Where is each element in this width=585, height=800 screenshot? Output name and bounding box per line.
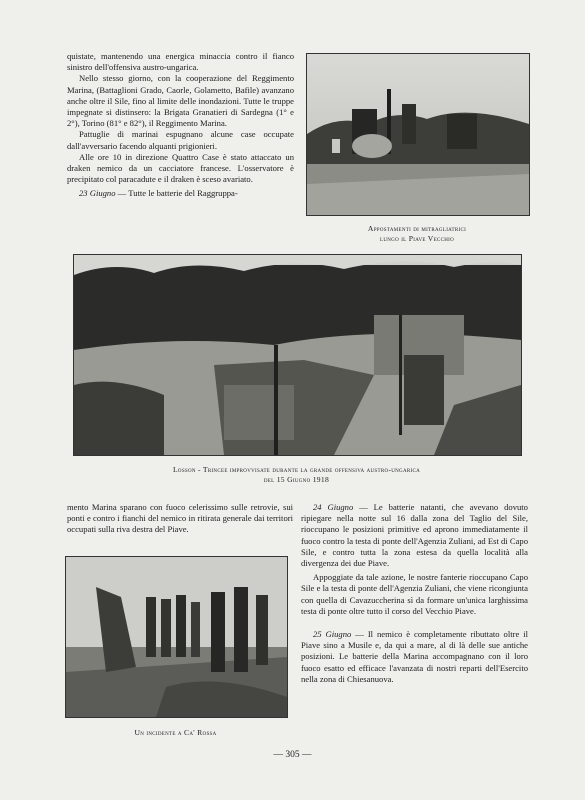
paragraph-text: — Le batterie natanti, che avevano dovuto ripiegare nella notte sul 16 dalla zona del Taglio del Sile, rioccupano le posizioni primitive ed aprono immediatamente il fuoco contro la testa di ponte dell'Agenzia Zuliani, ad Est di Capo Sile, e contro tutta la zona estesa da quella località alla divergenza dei due Piave. (301, 502, 528, 569)
date-label: 25 Giugno (313, 629, 352, 640)
paragraph-text: — Tutte le batterie del Raggruppa- (115, 188, 238, 199)
caption-machine-gun-posts (306, 224, 528, 244)
paragraph: Alle ore 10 in direzione Quattro Case è stato attaccato un draken nemico da un cacciatore francese. L'osservatore è precipitato col paracadute e il draken è sceso avariato. (67, 151, 294, 185)
date-label: 24 Giugno (313, 502, 354, 512)
paragraph: Pattuglie di marinai espugnano alcune case occupate dall'avversario facendo alquanti prigionieri. (67, 129, 294, 151)
left-column-bottom-text (67, 502, 293, 536)
paragraph: mento Marina sparano con fuoco celerissimo sulle retrovie, sui ponti e contro i fianchi del nemico in ritirata generale dai territori occupati sulla riva destra del Piave. (67, 502, 293, 535)
photo-image (66, 557, 287, 717)
caption-line: Un incidente a Ca' Rossa (134, 728, 217, 737)
left-column-top-text (67, 51, 294, 200)
photo-machine-gun-posts (306, 53, 530, 216)
photo-image (74, 255, 521, 455)
photo-losson-trenches (73, 254, 522, 456)
caption-ca-rossa-incident (65, 728, 286, 738)
date-label: 23 Giugno (79, 188, 116, 199)
paragraph-date-entry (67, 188, 294, 199)
caption-line: lungo il Piave Vecchio (380, 234, 454, 243)
paragraph: Nello stesso giorno, con la cooperazione del Reggimento Marina, (Battaglioni Grado, Caorle, Golametto, Bafile) avanzano anche oltre il Sile, fino al limite delle inondazioni. Tutte le truppe impegnate si distinsero: la Brigata Granatieri di Sardegna (1° e 2°), Torino (81° e 82°), il Reggimento Marina. (67, 73, 294, 129)
paragraph: Appoggiate da tale azione, le nostre fanterie rioccupano Capo Sile e la testa di ponte dell'Agenzia Zuliani, che viene ricongiunta con quella di Cavazuccherina sì da formare un'unica larghissima testa di ponte oltre tutto il corso del Vecchio Piave. (301, 572, 528, 616)
right-column-text (301, 502, 528, 685)
caption-line: Appostamenti di mitragliatrici (367, 224, 467, 233)
paragraph-date-entry (301, 502, 528, 569)
photo-ca-rossa-incident (65, 556, 288, 718)
paragraph-text: — Il nemico è completamente ributtato oltre il Piave sino a Musile e, da qui a mare, al di là delle sue antiche posizioni. Le batterie della Marina accompagnano con il loro fuoco esatto ed efficace l'avanzata di nostri reparti dell'Esercito nella zona di Chiesanuova. (301, 629, 528, 684)
paragraph-date-entry (301, 629, 528, 685)
caption-line: Losson - Trincee improvvisate durante la grande offensiva austro-ungarica (172, 465, 421, 474)
page-number: — 305 — (273, 750, 312, 760)
photo-image (307, 54, 529, 215)
caption-losson-trenches (73, 465, 520, 485)
caption-line: del 15 Giugno 1918 (263, 475, 330, 484)
paragraph: quistate, mantenendo una energica minaccia contro il fianco sinistro dell'offensiva austro-ungarica. (67, 51, 294, 73)
